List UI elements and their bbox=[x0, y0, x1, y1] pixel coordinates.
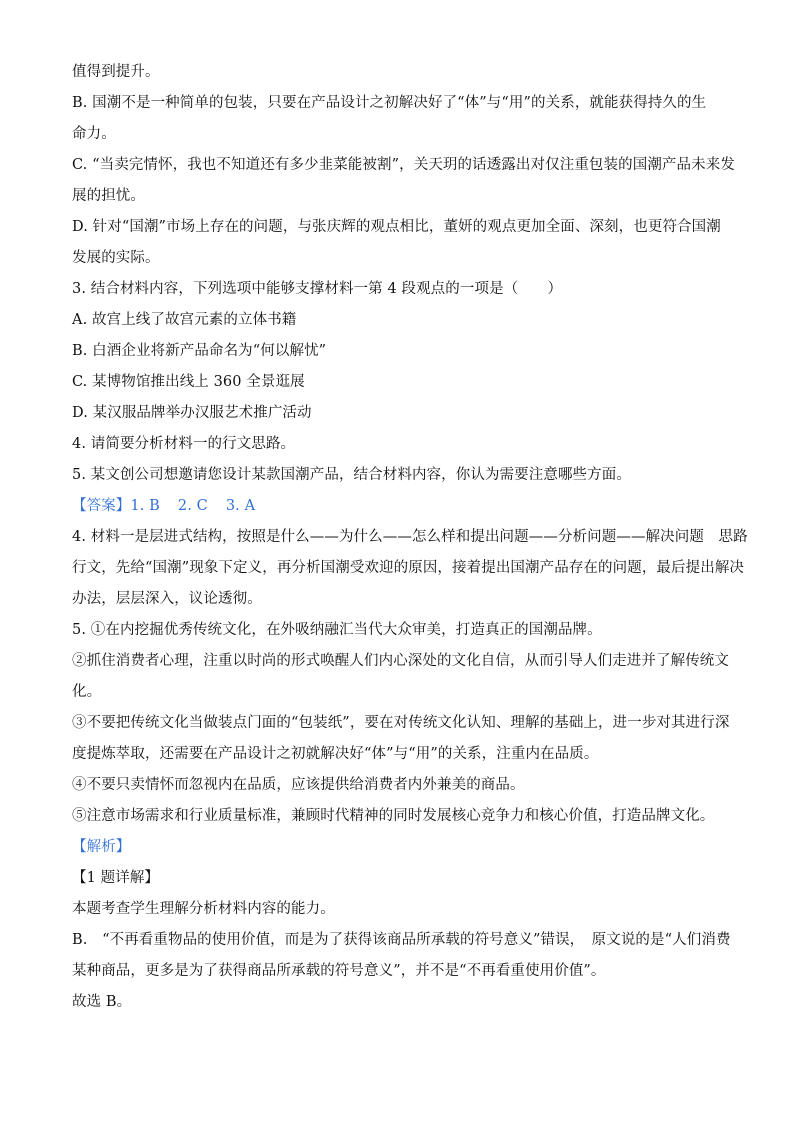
option-b-line: B. 国潮不是一种简单的包装，只要在产品设计之初解决好了“体”与“用”的关系，就能获得持久的生 bbox=[72, 95, 707, 111]
option-d-line: D. 针对“国潮”市场上存在的问题，与张庆辉的观点相比，董妍的观点更加全面、深刻，也更符合国潮 bbox=[72, 219, 721, 235]
q3-option-b: B. 白酒企业将新产品命名为“何以解忧” bbox=[72, 343, 327, 359]
text-line: 值得到提升。 bbox=[72, 64, 160, 80]
q3-option-d: D. 某汉服品牌举办汉服艺术推广活动 bbox=[72, 405, 312, 421]
answer-5-line: 5. ①在内挖掘优秀传统文化，在外吸纳融汇当代大众审美，打造真正的国潮品牌。 bbox=[72, 622, 602, 638]
point-5-line: ⑤注意市场需求和行业质量标准，兼顾时代精神的同时发展核心竞争力和核心价值，打造品牌文化。 bbox=[72, 808, 715, 824]
point-2-line: ②抓住消费者心理，注重以时尚的形式唤醒人们内心深处的文化自信，从而引导人们走进并了解传统文 bbox=[72, 653, 729, 669]
q3-option-c: C. 某博物馆推出线上 360 全景逛展 bbox=[72, 374, 305, 390]
conclusion-line: 故选 B。 bbox=[72, 994, 132, 1010]
answer-2: 2. C bbox=[177, 498, 208, 514]
answer-values bbox=[130, 498, 273, 514]
text-line: 发展的实际。 bbox=[72, 250, 160, 266]
question-3: 3. 结合材料内容，下列选项中能够支撑材料一第 4 段观点的一项是（ ） bbox=[72, 281, 563, 297]
answer-1: 1. B bbox=[130, 498, 160, 514]
answer-tag: 【答案】 bbox=[72, 498, 131, 514]
question-5: 5. 某文创公司想邀请您设计某款国潮产品，结合材料内容，你认为需要注意哪些方面。 bbox=[72, 467, 631, 483]
text-line: 命力。 bbox=[72, 126, 116, 142]
answer-4-line: 4. 材料一是层进式结构，按照是什么——为什么——怎么样和提出问题——分析问题——解决问题 思路 bbox=[72, 529, 748, 545]
text-line: 本题考查学生理解分析材料内容的能力。 bbox=[72, 901, 335, 917]
text-line: 办法，层层深入，议论透彻。 bbox=[72, 591, 262, 607]
analysis-tag: 【解析】 bbox=[72, 839, 131, 855]
point-3-line: ③不要把传统文化当做装点门面的“包装纸”，要在对传统文化认知、理解的基础上，进一步对其进行深 bbox=[72, 715, 730, 731]
answer-line bbox=[72, 496, 716, 516]
analysis-line bbox=[72, 837, 716, 857]
text-line: 化。 bbox=[72, 684, 102, 700]
text-line: B. “不再看重物品的使用价值，而是为了获得该商品所承载的符号意义”错误， 原文说的是“人们消费 bbox=[72, 932, 731, 948]
text-line: 某种商品，更多是为了获得商品所承载的符号意义”，并不是“不再看重使用价值”。 bbox=[72, 963, 606, 979]
point-4-line: ④不要只卖情怀而忽视内在品质，应该提供给消费者内外兼美的商品。 bbox=[72, 777, 525, 793]
answer-3: 3. A bbox=[225, 498, 256, 514]
text-line: 行文，先给“国潮”现象下定义，再分析国潮受欢迎的原因，接着提出国潮产品存在的问题，最后提出解决 bbox=[72, 560, 745, 576]
option-c-line: C. “当卖完情怀，我也不知道还有多少韭菜能被割”，关天玥的话透露出对仅注重包装的国潮产品未来发 bbox=[72, 157, 735, 173]
text-line: 度提炼萃取，还需要在产品设计之初就解决好“体”与“用”的关系，注重内在品质。 bbox=[72, 746, 599, 762]
detail-heading: 【1 题详解】 bbox=[72, 870, 160, 886]
q3-option-a: A. 故宫上线了故宫元素的立体书籍 bbox=[72, 312, 297, 328]
text-line: 展的担忧。 bbox=[72, 188, 145, 204]
question-4: 4. 请简要分析材料一的行文思路。 bbox=[72, 436, 296, 452]
